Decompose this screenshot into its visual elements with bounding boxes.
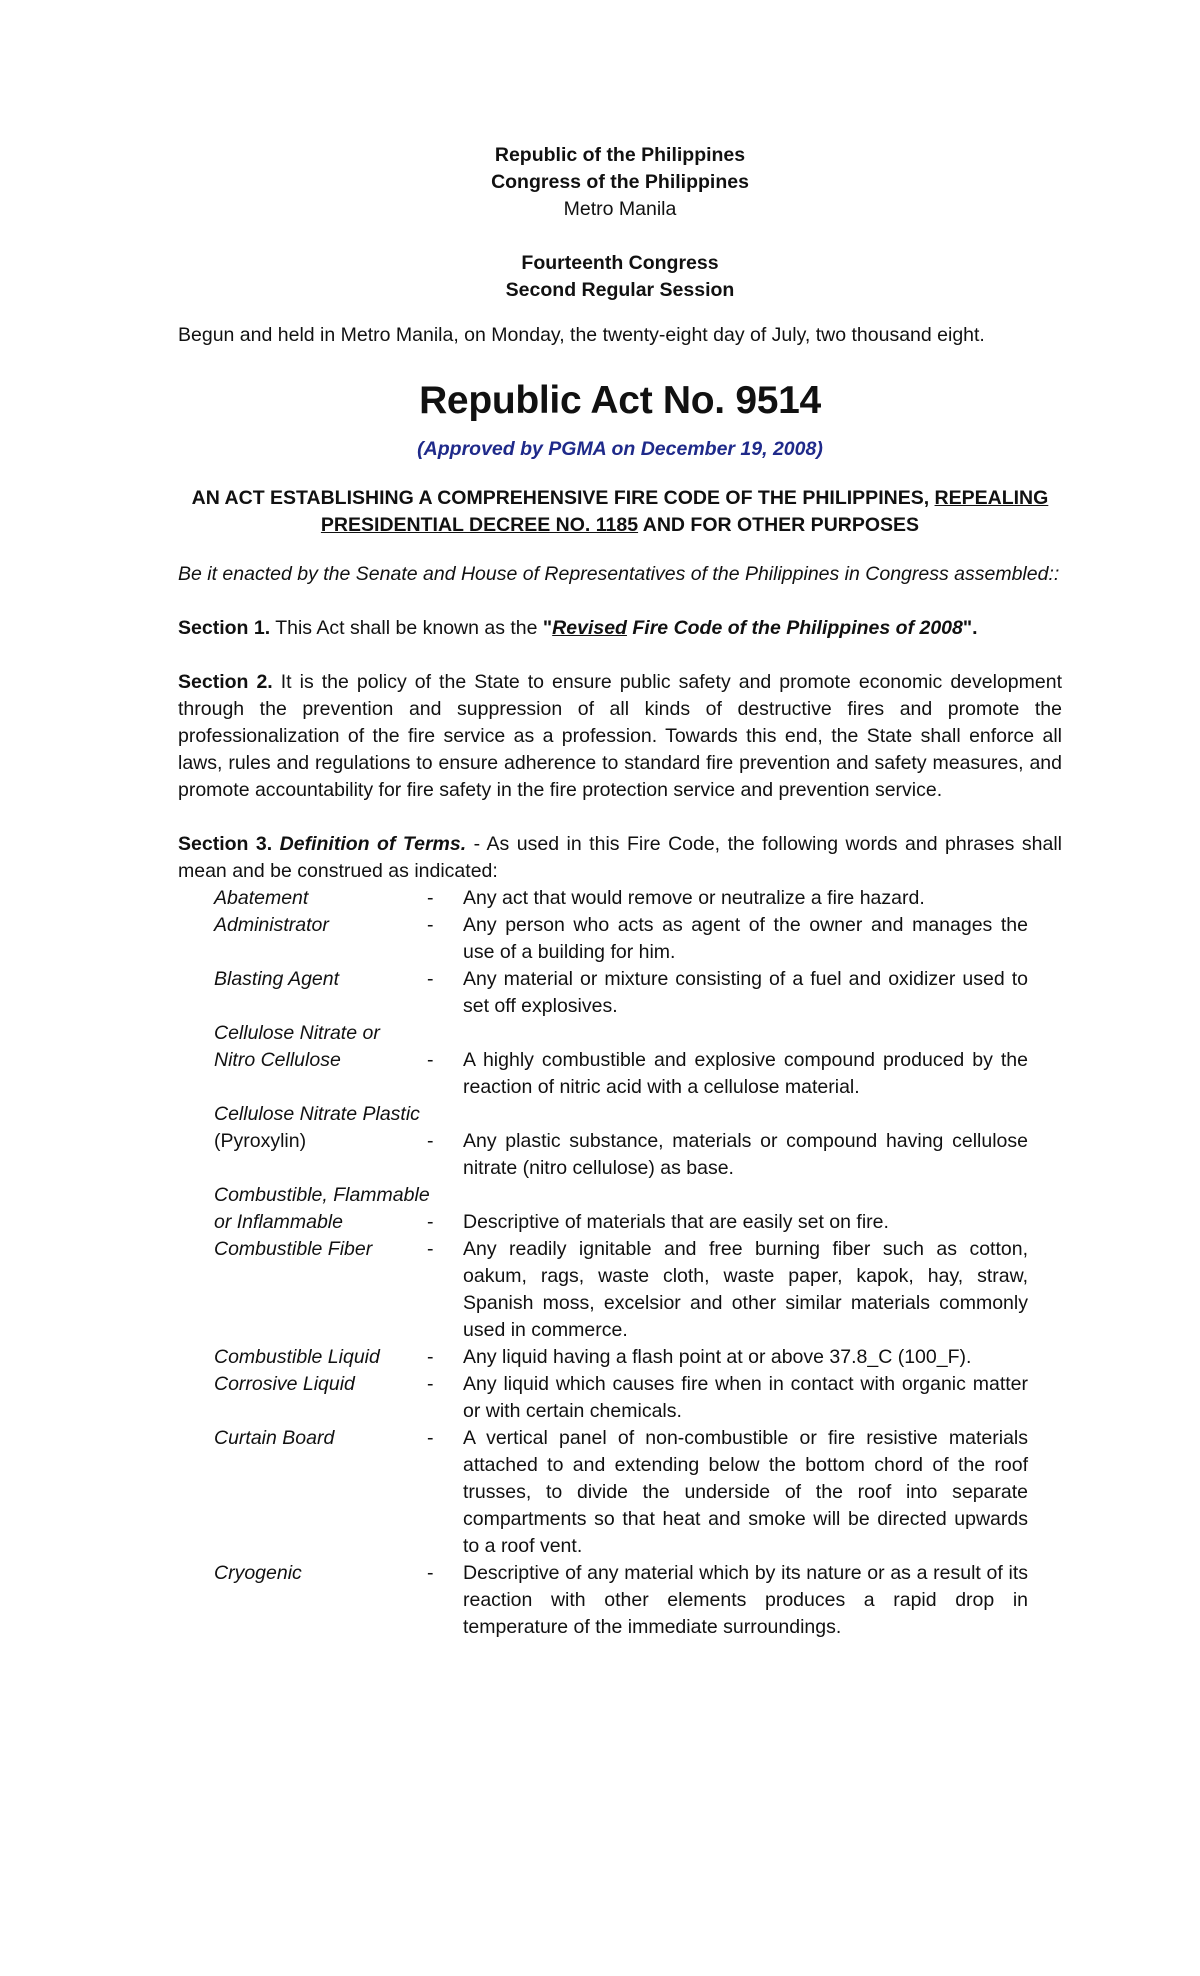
section-1-quote-close: ". — [962, 617, 978, 639]
act-long-title-repeal: REPEALING PRESIDENTIAL DECREE NO. 1185 — [320, 487, 1049, 536]
section-3 — [178, 831, 1062, 885]
document-content — [178, 142, 1062, 1641]
definition-text: Any act that would remove or neutralize a fire hazard. — [463, 887, 925, 909]
definition-dash: - — [427, 1130, 434, 1152]
section-2-label: Section 2. — [178, 671, 273, 693]
section-3-text: - As used in this Fire Code, the following words and phrases shall mean and be construed as indicated: — [178, 833, 1062, 882]
definition-term: Curtain Board — [214, 1427, 335, 1449]
letterhead — [178, 142, 1062, 304]
header-congress-number: Fourteenth Congress — [521, 252, 719, 274]
definition-text: Any readily ignitable and free burning fiber such as cotton, oakum, rags, waste cloth, waste paper, kapok, hay, straw, Spanish moss, excelsior and other similar materials commonly used in commerce. — [463, 1238, 1028, 1341]
definition-combustible-fiber — [214, 1236, 1028, 1344]
definition-text: A highly combustible and explosive compound produced by the reaction of nitric acid with a cellulose material. — [463, 1049, 1028, 1098]
definition-term: Administrator — [214, 914, 329, 936]
definition-dash: - — [427, 968, 434, 990]
section-2 — [178, 669, 1062, 804]
definition-combustible-liquid — [214, 1344, 1028, 1371]
definition-term: Blasting Agent — [214, 968, 340, 990]
header-congress: Congress of the Philippines — [491, 171, 749, 193]
definition-pyroxylin — [214, 1128, 1028, 1182]
definition-text: Descriptive of materials that are easily set on fire. — [463, 1211, 889, 1233]
definition-abatement — [214, 885, 1028, 912]
definition-term: (Pyroxylin) — [214, 1130, 307, 1152]
definition-combustible — [214, 1209, 1028, 1236]
definition-curtain-board — [214, 1425, 1028, 1560]
definition-term-line: Cellulose Nitrate or — [214, 1022, 380, 1044]
section-1 — [178, 615, 1062, 642]
definition-corrosive-liquid — [214, 1371, 1028, 1425]
definition-text: Any material or mixture consisting of a fuel and oxidizer used to set off explosives. — [463, 968, 1028, 1017]
header-location: Metro Manila — [563, 198, 677, 220]
section-3-label: Section 3. — [178, 833, 273, 855]
definition-text: Any liquid which causes fire when in contact with organic matter or with certain chemicals. — [463, 1373, 1028, 1422]
section-1-label: Section 1. — [178, 617, 271, 639]
definition-dash: - — [427, 1427, 434, 1449]
section-1-revised: Revised — [552, 617, 627, 639]
definition-dash: - — [427, 887, 434, 909]
act-title: Republic Act No. 9514 — [419, 379, 821, 422]
section-1-quote-open: " — [542, 617, 553, 639]
definition-dash: - — [427, 1346, 434, 1368]
definition-dash: - — [427, 914, 434, 936]
definition-term-line: Combustible, Flammable — [214, 1184, 430, 1206]
definition-dash: - — [427, 1211, 434, 1233]
enacting-clause: Be it enacted by the Senate and House of Representatives of the Philippines in Congress assembled:: — [178, 563, 1060, 585]
definition-term: Corrosive Liquid — [214, 1373, 355, 1395]
definition-text: Any plastic substance, materials or compound having cellulose nitrate (nitro cellulose) as base. — [463, 1130, 1028, 1179]
definition-term: Cryogenic — [214, 1562, 302, 1584]
definition-administrator — [214, 912, 1028, 966]
definition-term: or Inflammable — [214, 1211, 343, 1233]
approval-note: (Approved by PGMA on December 19, 2008) — [417, 438, 823, 460]
definition-term: Abatement — [214, 887, 309, 909]
begun-statement: Begun and held in Metro Manila, on Monday, the twenty-eight day of July, two thousand eight. — [178, 324, 985, 346]
definition-term-line: Cellulose Nitrate Plastic — [214, 1103, 420, 1125]
definition-dash: - — [427, 1562, 434, 1584]
section-3-heading: Definition of Terms. — [279, 833, 467, 855]
definition-term: Nitro Cellulose — [214, 1049, 341, 1071]
definition-term: Combustible Fiber — [214, 1238, 373, 1260]
section-2-text: It is the policy of the State to ensure public safety and promote economic development through the prevention and suppression of all kinds of destructive fires and promote the professionalization of the fire service as a profession. Towards this end, the State shall enforce all laws, rules and regulations to ensure adherence to standard fire prevention and safety measures, and promote accountability for fire safety in the fire protection service and prevention service. — [178, 671, 1062, 801]
definition-dash: - — [427, 1049, 434, 1071]
definition-text: Any person who acts as agent of the owner and manages the use of a building for him. — [463, 914, 1028, 963]
section-1-title: Fire Code of the Philippines of 2008 — [626, 617, 963, 639]
header-republic: Republic of the Philippines — [494, 144, 746, 166]
definition-cellulose-nitrate — [214, 1047, 1028, 1101]
act-long-title-part3: AND FOR OTHER PURPOSES — [638, 514, 920, 536]
definition-blasting-agent — [214, 966, 1028, 1020]
header-session: Second Regular Session — [505, 279, 735, 301]
definition-cryogenic — [214, 1560, 1028, 1641]
definition-text: Descriptive of any material which by its nature or as a result of its reaction with other elements produces a rapid drop in temperature of the immediate surroundings. — [463, 1562, 1028, 1638]
definitions-list — [214, 885, 1028, 1641]
definition-term: Combustible Liquid — [214, 1346, 380, 1368]
definition-text: A vertical panel of non-combustible or fire resistive materials attached to and extending below the bottom chord of the roof trusses, to divide the underside of the roof into separate compartments so that heat and smoke will be directed upwards to a roof vent. — [463, 1427, 1028, 1557]
act-long-title-part1: AN ACT ESTABLISHING A COMPREHENSIVE FIRE CODE OF THE PHILIPPINES, — [191, 487, 935, 509]
definition-dash: - — [427, 1373, 434, 1395]
section-1-text: This Act shall be known as the — [270, 617, 543, 639]
definition-text: Any liquid having a flash point at or above 37.8_C (100_F). — [463, 1346, 972, 1368]
act-long-title — [178, 485, 1062, 539]
definition-dash: - — [427, 1238, 434, 1260]
